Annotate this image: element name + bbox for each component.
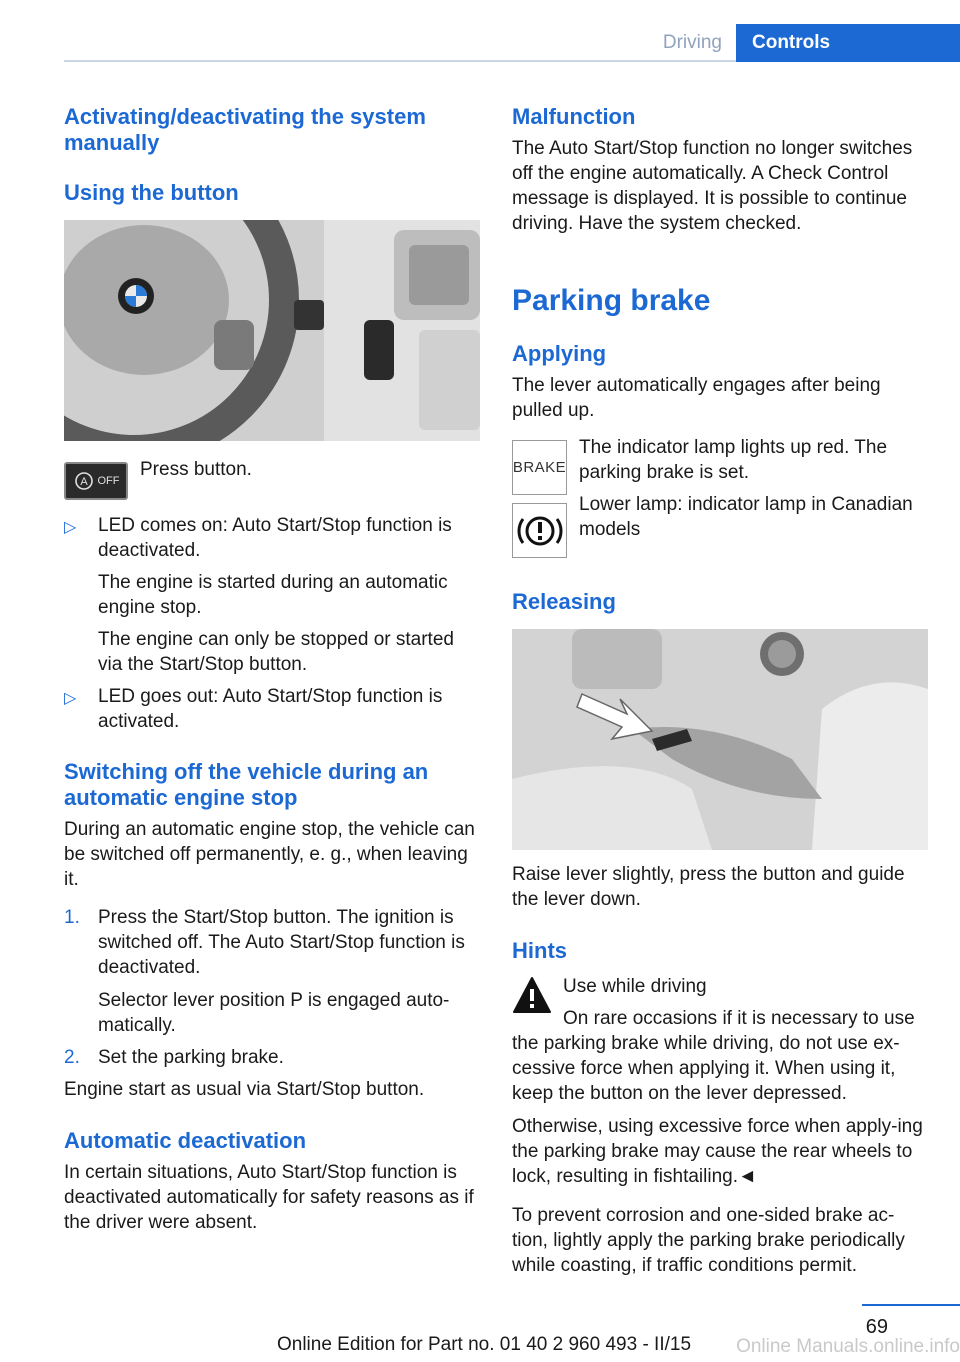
icon-off-label: OFF xyxy=(97,475,120,487)
led-bullet-list xyxy=(64,513,480,733)
auto-a-circle-icon xyxy=(73,470,95,492)
warning-text: On rare occasions if it is necessary to use the parking brake while driving, do not use ex‐cessive force when applying it. When using it, keep the button on the lever depressed. xyxy=(512,1008,915,1104)
page-number: 69 xyxy=(865,1316,888,1338)
applying-text: The lever automatically engages after being pulled up. xyxy=(512,375,881,421)
step-number: 1. xyxy=(64,907,80,928)
parking-brake-illustration xyxy=(512,629,928,850)
heading-activating-manually: Activating/deactivating the system manually xyxy=(64,104,426,155)
bullet-marker: ▷ xyxy=(64,690,77,707)
parking-brake-figure xyxy=(512,629,928,850)
watermark-text: Online Manuals.online.info xyxy=(736,1336,960,1357)
heading-releasing: Releasing xyxy=(512,589,616,614)
heading-hints: Hints xyxy=(512,938,567,963)
steering-wheel-figure xyxy=(64,220,480,441)
brake-circle-exclamation-icon xyxy=(517,511,563,551)
lower-lamp-text: Lower lamp: indicator lamp in Canadian models xyxy=(579,494,913,540)
footer-rule xyxy=(862,1304,960,1306)
brake-icon-label: BRAKE xyxy=(512,459,567,476)
heading-malfunction: Malfunction xyxy=(512,104,636,129)
heading-applying: Applying xyxy=(512,341,607,366)
steering-wheel-illustration xyxy=(64,220,480,441)
automatic-deactivation-text: In certain situations, Auto Start/Stop function is deactivated automatically for safety reasons as if the driver were absent. xyxy=(64,1162,474,1233)
step-1-text: Press the Start/Stop button. The ignition is switched off. The Auto Start/Stop function is deactivated. xyxy=(98,907,465,978)
bullet-led-off: LED goes out: Auto Start/Stop function is activated. xyxy=(98,686,443,732)
raise-lever-text: Raise lever slightly, press the button and guide the lever down. xyxy=(512,864,905,910)
bullet-led-on-sub-2: The engine can only be stopped or started via the Start/Stop button. xyxy=(98,629,454,675)
engine-start-text: Engine start as usual via Start/Stop button. xyxy=(64,1079,425,1100)
step-number: 2. xyxy=(64,1047,80,1068)
canadian-brake-indicator-icon xyxy=(512,503,567,558)
switching-off-text: During an automatic engine stop, the vehicle can be switched off permanently, e. g., when leaving it. xyxy=(64,819,475,890)
warning-title: Use while driving xyxy=(563,976,707,997)
bullet-led-on: LED comes on: Auto Start/Stop function is deactivated. xyxy=(98,515,452,561)
otherwise-text: Otherwise, using excessive force when apply‐ing the parking brake may cause the rear wheels to lock, resulting in fishtailing.◄ xyxy=(512,1116,923,1187)
switching-off-steps xyxy=(64,905,480,1085)
bullet-marker: ▷ xyxy=(64,519,77,536)
step-1-sub: Selector lever position P is engaged auto‐matically. xyxy=(98,990,450,1036)
bullet-led-on-sub-1: The engine is started during an automatic engine stop. xyxy=(98,572,448,618)
brake-indicator-icon xyxy=(512,440,567,495)
header-chapter-tab: Controls xyxy=(736,24,960,62)
heading-switching-off: Switching off the vehicle during an automatic engine stop xyxy=(64,759,429,810)
step-2-text: Set the parking brake. xyxy=(98,1047,284,1068)
indicator-lamp-text: The indicator lamp lights up red. The parking brake is set. xyxy=(579,437,888,483)
corrosion-text: To prevent corrosion and one-sided brake ac‐tion, lightly apply the parking brake periodically while coasting, if traffic conditions permit. xyxy=(512,1205,905,1276)
auto-start-stop-off-icon xyxy=(64,462,128,500)
edition-footer: Online Edition for Part no. 01 40 2 960 493 - II/15 xyxy=(276,1334,692,1355)
heading-using-button: Using the button xyxy=(64,180,239,205)
malfunction-text: The Auto Start/Stop function no longer switches off the engine automatically. A Check Control message is displayed. It is possible to continue driving. Have the system checked. xyxy=(512,138,913,234)
header-section-label: Driving xyxy=(662,32,722,53)
svg-text:A: A xyxy=(79,476,88,488)
heading-automatic-deactivation: Automatic deactivation xyxy=(64,1128,307,1153)
heading-parking-brake: Parking brake xyxy=(512,284,711,317)
press-button-text: Press button. xyxy=(140,459,252,480)
